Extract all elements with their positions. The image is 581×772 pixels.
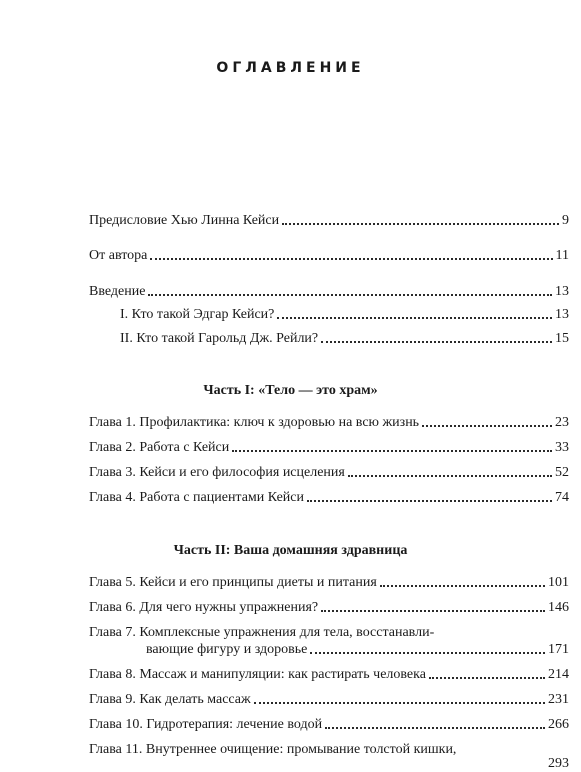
toc-entry-chapter-7-line1: Глава 7. Комплексные упражнения для тела, восстанавли- (89, 625, 435, 640)
toc-entry-page: 13 (555, 284, 569, 299)
page-title: ОГЛАВЛЕНИЕ (216, 60, 365, 76)
toc-entry-text: Глава 3. Кейси и его философия исцеления (89, 465, 345, 480)
leader-dots (422, 425, 552, 427)
toc-entry-text: вающие фигуру и здоровье (146, 642, 308, 657)
leader-dots (348, 475, 552, 477)
toc-entry-chapter-5 (89, 575, 569, 591)
toc-entry-text: Глава 6. Для чего нужны упражнения? (89, 600, 319, 615)
toc-entry-text: Глава 5. Кейси и его принципы диеты и питания (89, 575, 377, 590)
toc-entry-intro-1 (120, 307, 569, 323)
toc-entry-chapter-2 (89, 440, 569, 456)
toc-entry-chapter-6 (89, 600, 569, 616)
toc-entry-text: I. Кто такой Эдгар Кейси? (120, 307, 275, 322)
leader-dots (307, 500, 552, 502)
toc-entry-text: Глава 10. Гидротерапия: лечение водой (89, 717, 323, 732)
leader-dots (321, 341, 552, 343)
toc-entry-page: 74 (555, 490, 569, 505)
toc-entry-chapter-4 (89, 490, 569, 506)
toc-entry-page: 9 (562, 213, 569, 228)
leader-dots (429, 677, 545, 679)
leader-dots (232, 450, 552, 452)
toc-entry-chapter-3 (89, 465, 569, 481)
toc-entry-chapter-1 (89, 415, 569, 431)
toc-entry-page: 23 (555, 415, 569, 430)
part-title-1: Часть I: «Тело — это храм» (203, 383, 378, 398)
toc-entry-page: 214 (548, 667, 569, 682)
toc-entry-text: Глава 2. Работа с Кейси (89, 440, 230, 455)
toc-entry-text: Введение (89, 284, 146, 299)
toc-entry-page: 15 (555, 331, 569, 346)
toc-entry-page: 101 (548, 575, 569, 590)
leader-dots (459, 752, 545, 754)
leader-dots (380, 585, 545, 587)
toc-entry-text: Глава 1. Профилактика: ключ к здоровью на всю жизнь (89, 415, 420, 430)
toc-entry-page: 33 (555, 440, 569, 455)
toc-entry-foreword (89, 213, 569, 229)
leader-dots (254, 702, 545, 704)
toc-entry-text: Предисловие Хью Линна Кейси (89, 213, 280, 228)
toc-entry-page: 293 (548, 756, 569, 771)
toc-entry-page: 171 (548, 642, 569, 657)
toc-entry-chapter-9 (89, 692, 569, 708)
toc-entry-text: Глава 11. Внутреннее очищение: промывание толстой кишки, (89, 742, 457, 757)
toc-entry-intro (89, 284, 569, 300)
toc-entry-author (89, 248, 569, 264)
toc-entry-text: Глава 8. Массаж и манипуляции: как растирать человека (89, 667, 426, 682)
toc-entry-chapter-10 (89, 717, 569, 733)
toc-entry-text: Глава 9. Как делать массаж (89, 692, 251, 707)
toc-entry-text: Глава 4. Работа с пациентами Кейси (89, 490, 305, 505)
toc-entry-chapter-11 (89, 742, 569, 771)
toc-entry-chapter-8 (89, 667, 569, 683)
leader-dots (310, 652, 545, 654)
toc-entry-chapter-7 (146, 642, 569, 658)
toc-entry-text: От автора (89, 248, 148, 263)
toc-entry-page: 11 (555, 248, 569, 263)
toc-entry-page: 52 (555, 465, 569, 480)
toc-entry-page: 146 (548, 600, 569, 615)
toc-entry-intro-2 (120, 331, 569, 347)
toc-entry-page: 13 (555, 307, 569, 322)
leader-dots (150, 258, 552, 260)
part-title-2: Часть II: Ваша домашняя здравница (173, 543, 408, 558)
leader-dots (282, 223, 559, 225)
toc-entry-page: 231 (548, 692, 569, 707)
toc-entry-text: II. Кто такой Гарольд Дж. Рейли? (120, 331, 319, 346)
leader-dots (148, 294, 552, 296)
leader-dots (277, 317, 552, 319)
leader-dots (325, 727, 545, 729)
toc-entry-page: 266 (548, 717, 569, 732)
leader-dots (321, 610, 545, 612)
